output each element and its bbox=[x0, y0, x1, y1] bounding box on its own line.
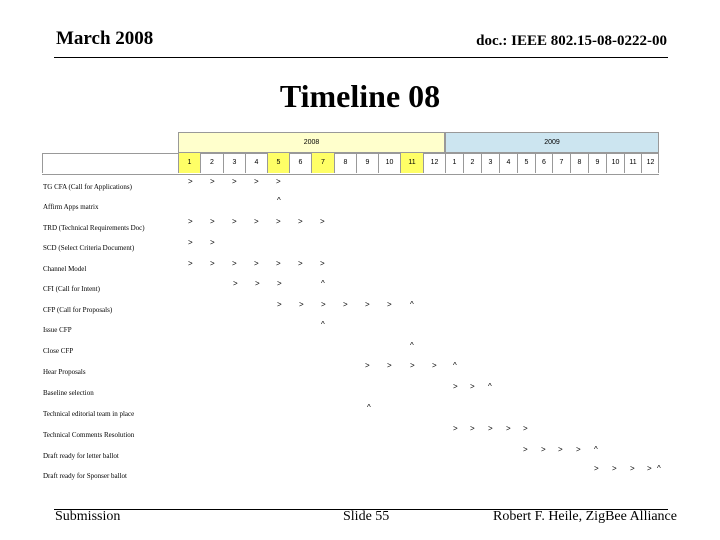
progress-marker: > bbox=[188, 217, 193, 226]
month-cell-2009-10: 10 bbox=[606, 153, 624, 173]
progress-marker: > bbox=[254, 177, 259, 186]
month-cell-2008-8: 8 bbox=[334, 153, 356, 173]
progress-marker: > bbox=[365, 361, 370, 370]
month-cell-2009-1: 1 bbox=[445, 153, 463, 173]
task-label: CFP (Call for Proposals) bbox=[43, 306, 113, 314]
progress-marker: > bbox=[594, 464, 599, 473]
progress-marker: > bbox=[210, 217, 215, 226]
progress-marker: > bbox=[233, 279, 238, 288]
task-label: Technical Comments Resolution bbox=[43, 431, 135, 439]
header-date: March 2008 bbox=[56, 28, 154, 49]
task-label: CFI (Call for Intent) bbox=[43, 285, 100, 293]
month-cell-2008-4: 4 bbox=[245, 153, 267, 173]
month-cell-2009-7: 7 bbox=[552, 153, 570, 173]
task-label: TG CFA (Call for Applications) bbox=[43, 183, 132, 191]
month-cell-2009-11: 11 bbox=[624, 153, 641, 173]
progress-marker: > bbox=[254, 217, 259, 226]
progress-marker: > bbox=[453, 424, 458, 433]
progress-marker: > bbox=[558, 445, 563, 454]
progress-marker: > bbox=[298, 217, 303, 226]
progress-marker: > bbox=[321, 300, 326, 309]
progress-marker: > bbox=[387, 361, 392, 370]
month-cell-2009-9: 9 bbox=[588, 153, 606, 173]
year-header-2009: 2009 bbox=[445, 132, 659, 153]
progress-marker: > bbox=[210, 177, 215, 186]
progress-marker: > bbox=[277, 279, 282, 288]
month-cell-2008-11: 11 bbox=[400, 153, 423, 173]
task-label: Draft ready for letter ballot bbox=[43, 452, 119, 460]
progress-marker: > bbox=[320, 259, 325, 268]
task-label: Baseline selection bbox=[43, 389, 94, 397]
progress-marker: > bbox=[210, 259, 215, 268]
progress-marker: > bbox=[210, 238, 215, 247]
task-label: Technical editorial team in place bbox=[43, 410, 135, 418]
progress-marker: > bbox=[647, 464, 652, 473]
progress-marker: > bbox=[523, 445, 528, 454]
progress-marker: > bbox=[188, 238, 193, 247]
milestone-marker: ^ bbox=[410, 341, 414, 350]
progress-marker: > bbox=[276, 177, 281, 186]
milestone-marker: ^ bbox=[321, 279, 325, 288]
progress-marker: > bbox=[255, 279, 260, 288]
year-header-2008: 2008 bbox=[178, 132, 445, 153]
month-cell-2009-2: 2 bbox=[463, 153, 481, 173]
header-doc-number: doc.: IEEE 802.15-08-0222-00 bbox=[476, 33, 667, 49]
progress-marker: > bbox=[277, 300, 282, 309]
month-cell-2008-10: 10 bbox=[378, 153, 400, 173]
month-cell-2009-6: 6 bbox=[535, 153, 552, 173]
slide-title: Timeline 08 bbox=[279, 78, 441, 114]
month-cell-2008-1: 1 bbox=[178, 153, 200, 173]
progress-marker: > bbox=[298, 259, 303, 268]
task-label: TRD (Technical Requirements Doc) bbox=[43, 224, 145, 232]
progress-marker: > bbox=[343, 300, 348, 309]
month-cell-2009-3: 3 bbox=[481, 153, 499, 173]
footer-submission: Submission bbox=[55, 509, 121, 524]
milestone-marker: ^ bbox=[367, 403, 371, 412]
progress-marker: > bbox=[232, 217, 237, 226]
month-cell-2008-6: 6 bbox=[289, 153, 311, 173]
progress-marker: > bbox=[523, 424, 528, 433]
progress-marker: > bbox=[320, 217, 325, 226]
progress-marker: > bbox=[470, 424, 475, 433]
month-cell-2008-3: 3 bbox=[223, 153, 245, 173]
month-cell-2008-7: 7 bbox=[311, 153, 334, 173]
month-cell-2008-2: 2 bbox=[200, 153, 223, 173]
month-cell-2009-5: 5 bbox=[517, 153, 535, 173]
task-label: Draft ready for Sponser ballot bbox=[43, 472, 127, 480]
progress-marker: > bbox=[276, 259, 281, 268]
progress-marker: > bbox=[254, 259, 259, 268]
task-label: Close CFP bbox=[43, 347, 74, 355]
progress-marker: > bbox=[410, 361, 415, 370]
task-label: Issue CFP bbox=[43, 326, 72, 334]
milestone-marker: ^ bbox=[321, 320, 325, 329]
milestone-marker: ^ bbox=[488, 382, 492, 391]
progress-marker: > bbox=[299, 300, 304, 309]
task-label: Affirm Apps matrix bbox=[43, 203, 99, 211]
progress-marker: > bbox=[470, 382, 475, 391]
progress-marker: > bbox=[232, 177, 237, 186]
month-cell-2008-5: 5 bbox=[267, 153, 289, 173]
month-cell-2008-9: 9 bbox=[356, 153, 378, 173]
progress-marker: > bbox=[612, 464, 617, 473]
footer-slide-number: Slide 55 bbox=[343, 509, 390, 524]
task-label: Channel Model bbox=[43, 265, 87, 273]
progress-marker: > bbox=[488, 424, 493, 433]
footer-author: Robert F. Heile, ZigBee Alliance bbox=[493, 509, 677, 524]
progress-marker: > bbox=[630, 464, 635, 473]
milestone-marker: ^ bbox=[657, 464, 661, 473]
milestone-marker: ^ bbox=[277, 196, 281, 205]
progress-marker: > bbox=[432, 361, 437, 370]
milestone-marker: ^ bbox=[410, 300, 414, 309]
progress-marker: > bbox=[365, 300, 370, 309]
month-header-label-cell bbox=[42, 153, 178, 173]
progress-marker: > bbox=[387, 300, 392, 309]
progress-marker: > bbox=[232, 259, 237, 268]
progress-marker: > bbox=[453, 382, 458, 391]
progress-marker: > bbox=[506, 424, 511, 433]
progress-marker: > bbox=[576, 445, 581, 454]
progress-marker: > bbox=[541, 445, 546, 454]
task-label: Hear Proposals bbox=[43, 368, 86, 376]
month-cell-2008-12: 12 bbox=[423, 153, 445, 173]
month-cell-2009-4: 4 bbox=[499, 153, 517, 173]
progress-marker: > bbox=[188, 259, 193, 268]
progress-marker: > bbox=[276, 217, 281, 226]
milestone-marker: ^ bbox=[594, 445, 598, 454]
month-cell-2009-8: 8 bbox=[570, 153, 588, 173]
milestone-marker: ^ bbox=[453, 361, 457, 370]
month-cell-2009-12: 12 bbox=[641, 153, 659, 173]
task-label: SCD (Select Criteria Document) bbox=[43, 244, 135, 252]
progress-marker: > bbox=[188, 177, 193, 186]
